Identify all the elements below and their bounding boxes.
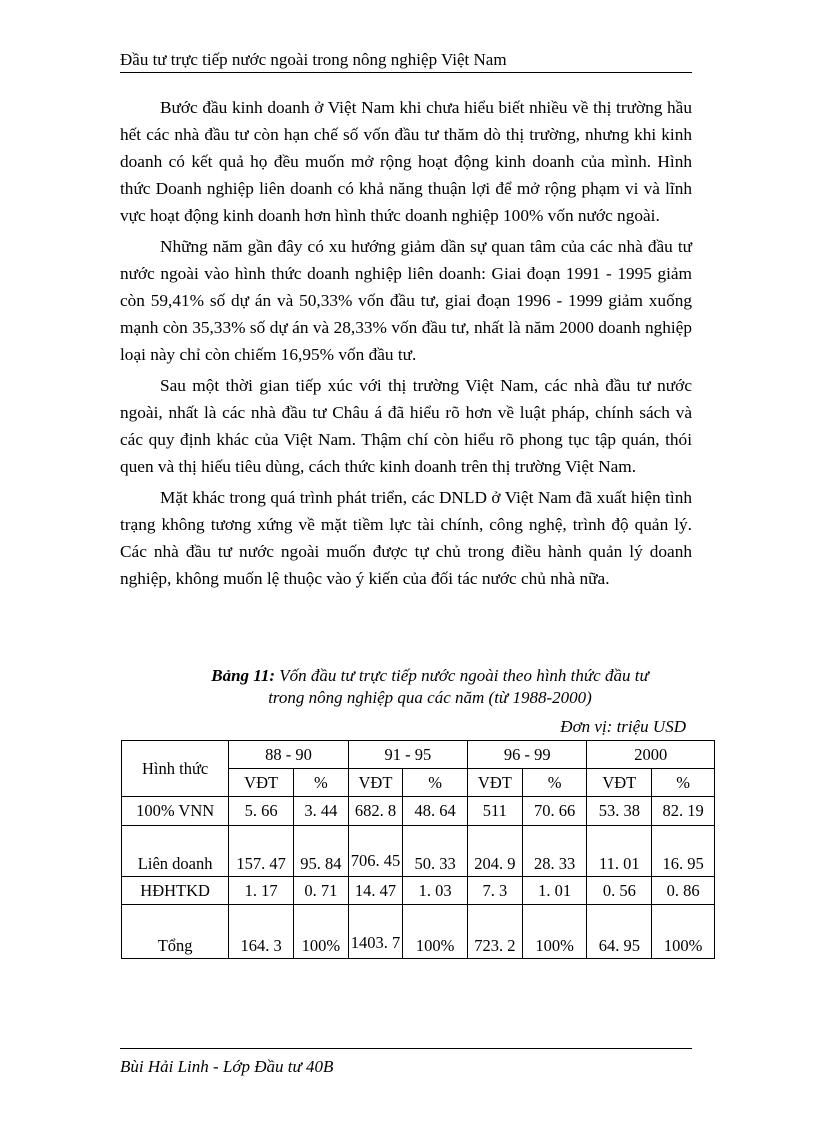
table-row [122,905,715,959]
table-cell: 14. 47 [348,877,403,905]
table-cell: 3. 44 [294,797,349,826]
paragraph-2: Những năm gần đây có xu hướng giảm dần sự quan tâm của các nhà đầu tư nước ngoài vào hình thức doanh nghiệp liên doanh: Giai đoạn 1991 - 1995 giảm còn 59,41% số dự án và 50,33% vốn đầu tư, giai đoạn 1996 - 1999 giảm xuống mạnh còn 35,33% số dự án và 28,33% vốn đầu tư, nhất là năm 2000 doanh nghiệp loại này chỉ còn chiếm 16,95% vốn đầu tư. [120,237,692,364]
table-cell: 723. 2 [468,905,523,959]
sub-header: % [294,769,349,797]
paragraph-1: Bước đầu kinh doanh ở Việt Nam khi chưa hiểu biết nhiều về thị trường hầu hết các nhà đầu tư còn hạn chế số vốn đầu tư thăm dò thị trường, nhưng khi kinh doanh có kết quả họ đều muốn mở rộng hoạt động kinh doanh của mình. Hình thức Doanh nghiệp liên doanh có khả năng thuận lợi để mở rộng phạm vi và lĩnh vực hoạt động kinh doanh hơn hình thức doanh nghiệp 100% vốn nước ngoài. [120,98,692,225]
table-cell: 11. 01 [587,826,652,877]
table-cell: 164. 3 [229,905,294,959]
table-cell: 70. 66 [522,797,587,826]
table-cell: 0. 56 [587,877,652,905]
table-cell: 64. 95 [587,905,652,959]
table-caption-label: Bảng 11: [211,666,276,685]
table-cell: 511 [468,797,523,826]
table-cell: 48. 64 [403,797,468,826]
table-cell: 82. 19 [652,797,715,826]
investment-table [121,740,715,959]
table-row [122,797,715,826]
page-footer: Bùi Hải Linh - Lớp Đầu tư 40B [120,1057,334,1076]
table-caption [150,665,710,709]
table-cell: 157. 47 [229,826,294,877]
sub-header: VĐT [468,769,523,797]
page-header: Đầu tư trực tiếp nước ngoài trong nông nghiệp Việt Nam [120,50,507,69]
table-cell: 1403. 7 [348,905,403,959]
period-header: 91 - 95 [348,741,467,769]
table-cell: 100% [294,905,349,959]
table-cell: 682. 8 [348,797,403,826]
table-caption-line1: Vốn đầu tư trực tiếp nước ngoài theo hình thức đầu tư [279,666,649,685]
table-cell: 100% [403,905,468,959]
table-row [122,826,715,877]
table-cell: 1. 17 [229,877,294,905]
sub-header: % [652,769,715,797]
table-cell: 1. 01 [522,877,587,905]
sub-header: VĐT [229,769,294,797]
table-cell: 7. 3 [468,877,523,905]
footer-divider [120,1048,692,1049]
row-label: Tổng [122,905,229,959]
table-row [122,877,715,905]
sub-header: VĐT [348,769,403,797]
table-cell: 28. 33 [522,826,587,877]
table-cell: 100% [522,905,587,959]
table-cell: 706. 45 [348,826,403,877]
table-cell: 16. 95 [652,826,715,877]
row-header-cell: Hình thức [122,741,229,797]
paragraph-3: Sau một thời gian tiếp xúc với thị trường Việt Nam, các nhà đầu tư nước ngoài, nhất là các nhà đầu tư Châu á đã hiểu rõ hơn về luật pháp, chính sách và các quy định khác của Việt Nam. Thậm chí còn hiểu rõ phong tục tập quán, thói quen và thị hiếu tiêu dùng, cách thức kinh doanh trên thị trường Việt Nam. [120,376,692,476]
row-label: HĐHTKD [122,877,229,905]
period-header: 2000 [587,741,715,769]
table-cell: 1. 03 [403,877,468,905]
period-header: 88 - 90 [229,741,348,769]
sub-header: % [522,769,587,797]
header-divider [120,72,692,73]
body-text [120,94,692,596]
table-cell: 50. 33 [403,826,468,877]
sub-header: % [403,769,468,797]
table-cell: 100% [652,905,715,959]
table-unit: Đơn vị: triệu USD [560,717,686,736]
table-cell: 0. 71 [294,877,349,905]
table-caption-line2: trong nông nghiệp qua các năm (từ 1988-2000) [268,688,592,707]
table-cell: 5. 66 [229,797,294,826]
table-cell: 53. 38 [587,797,652,826]
row-label: 100% VNN [122,797,229,826]
table-cell: 0. 86 [652,877,715,905]
sub-header: VĐT [587,769,652,797]
table-cell: 95. 84 [294,826,349,877]
table-cell: 204. 9 [468,826,523,877]
paragraph-4: Mặt khác trong quá trình phát triển, các DNLD ở Việt Nam đã xuất hiện tình trạng không tương xứng về mặt tiềm lực tài chính, công nghệ, trình độ quản lý. Các nhà đầu tư nước ngoài muốn được tự chủ trong điều hành quản lý doanh nghiệp, không muốn lệ thuộc vào ý kiến của đối tác nước chủ nhà nữa. [120,488,692,588]
row-label: Liên doanh [122,826,229,877]
period-header: 96 - 99 [468,741,587,769]
